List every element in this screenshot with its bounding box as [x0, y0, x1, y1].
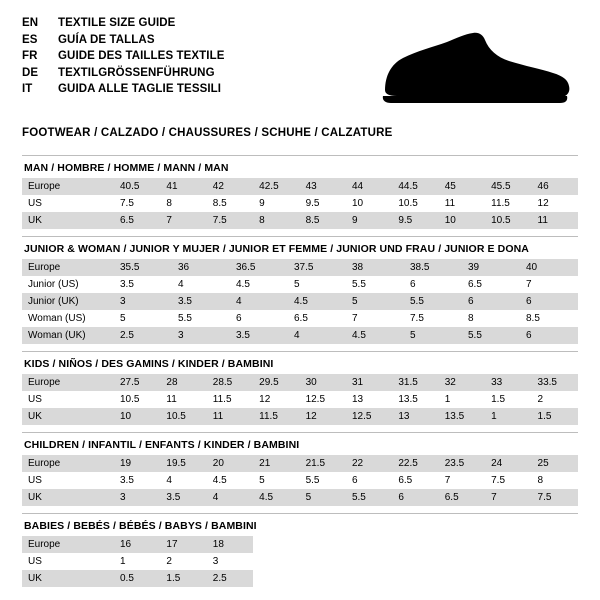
cell: 2.5 [207, 570, 253, 587]
table-row [22, 570, 578, 587]
cell: 3 [114, 489, 160, 506]
cell-empty [532, 570, 578, 587]
cell: 3.5 [160, 489, 206, 506]
cell: 6.5 [392, 472, 438, 489]
cell: 20 [207, 455, 253, 472]
cell: 7.5 [404, 310, 462, 327]
cell-empty [346, 553, 392, 570]
cell: 44 [346, 178, 392, 195]
cell: 10 [346, 195, 392, 212]
cell: 3.5 [114, 472, 160, 489]
row-label: Woman (UK) [22, 327, 114, 344]
cell: 6 [346, 472, 392, 489]
divider [22, 513, 578, 514]
cell: 44.5 [392, 178, 438, 195]
cell: 8.5 [520, 310, 578, 327]
language-title: GUIDA ALLE TAGLIE TESSILI [58, 83, 222, 95]
table-row [22, 553, 578, 570]
cell: 6 [520, 293, 578, 310]
cell: 9.5 [392, 212, 438, 229]
cell-empty [439, 553, 485, 570]
cell: 4.5 [288, 293, 346, 310]
cell: 13.5 [392, 391, 438, 408]
divider [22, 351, 578, 352]
cell: 7 [439, 472, 485, 489]
cell: 23.5 [439, 455, 485, 472]
cell: 5 [346, 293, 404, 310]
row-label: US [22, 195, 114, 212]
row-label: US [22, 391, 114, 408]
cell: 4 [172, 276, 230, 293]
table-row [22, 195, 578, 212]
cell: 1.5 [485, 391, 531, 408]
cell-empty [392, 570, 438, 587]
cell: 11 [207, 408, 253, 425]
cell: 19.5 [160, 455, 206, 472]
cell: 6.5 [288, 310, 346, 327]
table-row [22, 472, 578, 489]
cell: 3 [207, 553, 253, 570]
cell-empty [532, 553, 578, 570]
row-label: Junior (US) [22, 276, 114, 293]
cell: 29.5 [253, 374, 299, 391]
cell: 16 [114, 536, 160, 553]
cell: 11 [532, 212, 578, 229]
cell: 43 [300, 178, 346, 195]
dress-shoe-icon [377, 28, 572, 113]
size-table-children [22, 455, 578, 506]
cell-empty [253, 570, 299, 587]
cell-empty [485, 570, 531, 587]
row-label: Europe [22, 455, 114, 472]
cell: 27.5 [114, 374, 160, 391]
cell: 1.5 [160, 570, 206, 587]
cell: 4 [207, 489, 253, 506]
language-row [22, 49, 225, 65]
cell: 38 [346, 259, 404, 276]
row-label: UK [22, 489, 114, 506]
table-row [22, 259, 578, 276]
language-code: IT [22, 83, 33, 95]
table-row [22, 310, 578, 327]
row-label: UK [22, 570, 114, 587]
cell: 31 [346, 374, 392, 391]
cell: 12 [253, 391, 299, 408]
cell: 28.5 [207, 374, 253, 391]
cell: 3.5 [172, 293, 230, 310]
cell: 9.5 [300, 195, 346, 212]
section-babies [22, 520, 578, 587]
cell: 2.5 [114, 327, 172, 344]
cell: 21.5 [300, 455, 346, 472]
header-spacer [22, 139, 578, 148]
language-code: FR [22, 50, 38, 62]
cell: 42 [207, 178, 253, 195]
row-label: US [22, 472, 114, 489]
cell: 5.5 [346, 489, 392, 506]
cell: 3 [172, 327, 230, 344]
cell: 17 [160, 536, 206, 553]
language-code: DE [22, 66, 39, 79]
cell: 36 [172, 259, 230, 276]
cell: 46 [532, 178, 578, 195]
cell: 7.5 [532, 489, 578, 506]
table-row [22, 374, 578, 391]
cell: 11.5 [253, 408, 299, 425]
cell: 4 [160, 472, 206, 489]
cell: 32 [439, 374, 485, 391]
row-label: Europe [22, 259, 114, 276]
cell: 35.5 [114, 259, 172, 276]
language-row [22, 16, 225, 32]
table-row [22, 536, 578, 553]
page-header [22, 16, 578, 113]
cell: 7.5 [207, 212, 253, 229]
cell: 10.5 [114, 391, 160, 408]
size-table-kids [22, 374, 578, 425]
cell: 11 [439, 195, 485, 212]
cell: 6.5 [114, 212, 160, 229]
cell: 5.5 [172, 310, 230, 327]
cell: 6 [520, 327, 578, 344]
section-title: JUNIOR & WOMAN / JUNIOR Y MUJER / JUNIOR ET FEMME / JUNIOR UND FRAU / JUNIOR E DONA [24, 243, 529, 255]
cell: 4.5 [346, 327, 404, 344]
cell: 11.5 [207, 391, 253, 408]
footwear-heading: FOOTWEAR / CALZADO / CHAUSSURES / SCHUHE / CALZATURE [22, 127, 393, 139]
cell: 2 [532, 391, 578, 408]
language-code: EN [22, 17, 39, 29]
section-title: MAN / HOMBRE / HOMME / MANN / MAN [24, 162, 229, 174]
cell: 13 [346, 391, 392, 408]
cell: 12 [532, 195, 578, 212]
cell: 0.5 [114, 570, 160, 587]
cell: 8 [462, 310, 520, 327]
cell: 6 [462, 293, 520, 310]
cell: 5 [404, 327, 462, 344]
cell-empty [532, 536, 578, 553]
cell-empty [253, 536, 299, 553]
cell-empty [300, 536, 346, 553]
cell: 3 [114, 293, 172, 310]
cell: 36.5 [230, 259, 288, 276]
cell: 33.5 [532, 374, 578, 391]
language-row [22, 66, 225, 82]
cell-empty [439, 536, 485, 553]
cell: 4 [230, 293, 288, 310]
cell: 12.5 [300, 391, 346, 408]
cell: 19 [114, 455, 160, 472]
cell: 7 [520, 276, 578, 293]
cell: 7 [160, 212, 206, 229]
cell: 4.5 [253, 489, 299, 506]
language-row [22, 33, 225, 49]
cell-empty [300, 570, 346, 587]
row-label: US [22, 553, 114, 570]
table-row [22, 455, 578, 472]
cell: 7 [485, 489, 531, 506]
language-title: GUÍA DE TALLAS [58, 33, 155, 46]
cell: 6.5 [439, 489, 485, 506]
cell: 39 [462, 259, 520, 276]
cell-empty [392, 553, 438, 570]
cell: 41 [160, 178, 206, 195]
cell: 1 [439, 391, 485, 408]
cell: 21 [253, 455, 299, 472]
cell: 5 [288, 276, 346, 293]
row-label: Woman (US) [22, 310, 114, 327]
language-title: TEXTILGRÖSSENFÜHRUNG [58, 66, 215, 79]
cell: 40 [520, 259, 578, 276]
cell-empty [392, 536, 438, 553]
cell-empty [346, 536, 392, 553]
cell: 5 [253, 472, 299, 489]
cell: 3.5 [114, 276, 172, 293]
size-table-junior-woman [22, 259, 578, 344]
language-title: GUIDE DES TAILLES TEXTILE [58, 50, 225, 62]
cell: 4 [288, 327, 346, 344]
table-row [22, 178, 578, 195]
cell: 6 [404, 276, 462, 293]
cell: 40.5 [114, 178, 160, 195]
cell: 37.5 [288, 259, 346, 276]
cell: 4.5 [230, 276, 288, 293]
cell: 8 [532, 472, 578, 489]
cell: 5.5 [404, 293, 462, 310]
language-title: TEXTILE SIZE GUIDE [58, 17, 176, 29]
language-list [22, 16, 225, 98]
table-row [22, 276, 578, 293]
row-label: UK [22, 408, 114, 425]
language-code: ES [22, 33, 38, 46]
cell: 6 [230, 310, 288, 327]
cell: 45 [439, 178, 485, 195]
table-row [22, 293, 578, 310]
cell: 45.5 [485, 178, 531, 195]
cell: 38.5 [404, 259, 462, 276]
divider [22, 155, 578, 156]
cell: 5 [114, 310, 172, 327]
cell: 5 [300, 489, 346, 506]
cell: 25 [532, 455, 578, 472]
cell: 10 [439, 212, 485, 229]
cell: 13 [392, 408, 438, 425]
section-man [22, 162, 578, 229]
section-children [22, 439, 578, 506]
table-row [22, 489, 578, 506]
cell: 8 [160, 195, 206, 212]
cell: 5.5 [346, 276, 404, 293]
divider [22, 432, 578, 433]
cell: 7.5 [485, 472, 531, 489]
cell: 8.5 [207, 195, 253, 212]
table-row [22, 408, 578, 425]
cell: 3.5 [230, 327, 288, 344]
cell: 8 [253, 212, 299, 229]
row-label: Europe [22, 374, 114, 391]
row-label: Europe [22, 178, 114, 195]
cell-empty [485, 553, 531, 570]
cell: 13.5 [439, 408, 485, 425]
cell: 9 [346, 212, 392, 229]
section-junior-woman [22, 243, 578, 344]
cell: 10.5 [392, 195, 438, 212]
row-label: UK [22, 212, 114, 229]
cell: 5.5 [300, 472, 346, 489]
cell: 11.5 [485, 195, 531, 212]
section-title: KIDS / NIÑOS / DES GAMINS / KINDER / BAMBINI [24, 358, 274, 370]
cell: 24 [485, 455, 531, 472]
section-title: CHILDREN / INFANTIL / ENFANTS / KINDER / BAMBINI [24, 439, 300, 451]
cell: 11 [160, 391, 206, 408]
cell: 1.5 [532, 408, 578, 425]
cell: 5.5 [462, 327, 520, 344]
section-title: BABIES / BEBÉS / BÉBÉS / BABYS / BAMBINI [24, 520, 257, 532]
cell: 6.5 [462, 276, 520, 293]
cell: 33 [485, 374, 531, 391]
cell: 10.5 [160, 408, 206, 425]
cell: 2 [160, 553, 206, 570]
row-label: Junior (UK) [22, 293, 114, 310]
cell: 7 [346, 310, 404, 327]
cell: 10.5 [485, 212, 531, 229]
cell: 1 [485, 408, 531, 425]
language-row [22, 82, 225, 98]
cell: 12.5 [346, 408, 392, 425]
cell: 9 [253, 195, 299, 212]
cell: 18 [207, 536, 253, 553]
section-kids [22, 358, 578, 425]
cell: 22 [346, 455, 392, 472]
cell: 4.5 [207, 472, 253, 489]
cell: 28 [160, 374, 206, 391]
cell: 8.5 [300, 212, 346, 229]
cell: 22.5 [392, 455, 438, 472]
cell: 30 [300, 374, 346, 391]
cell: 10 [114, 408, 160, 425]
cell-empty [346, 570, 392, 587]
cell: 1 [114, 553, 160, 570]
divider [22, 236, 578, 237]
cell: 31.5 [392, 374, 438, 391]
cell: 6 [392, 489, 438, 506]
size-table-babies [22, 536, 578, 587]
table-row [22, 212, 578, 229]
table-row [22, 327, 578, 344]
row-label: Europe [22, 536, 114, 553]
cell-empty [485, 536, 531, 553]
table-row [22, 391, 578, 408]
cell: 12 [300, 408, 346, 425]
cell-empty [253, 553, 299, 570]
cell: 7.5 [114, 195, 160, 212]
size-table-man [22, 178, 578, 229]
cell-empty [439, 570, 485, 587]
cell-empty [300, 553, 346, 570]
cell: 42.5 [253, 178, 299, 195]
